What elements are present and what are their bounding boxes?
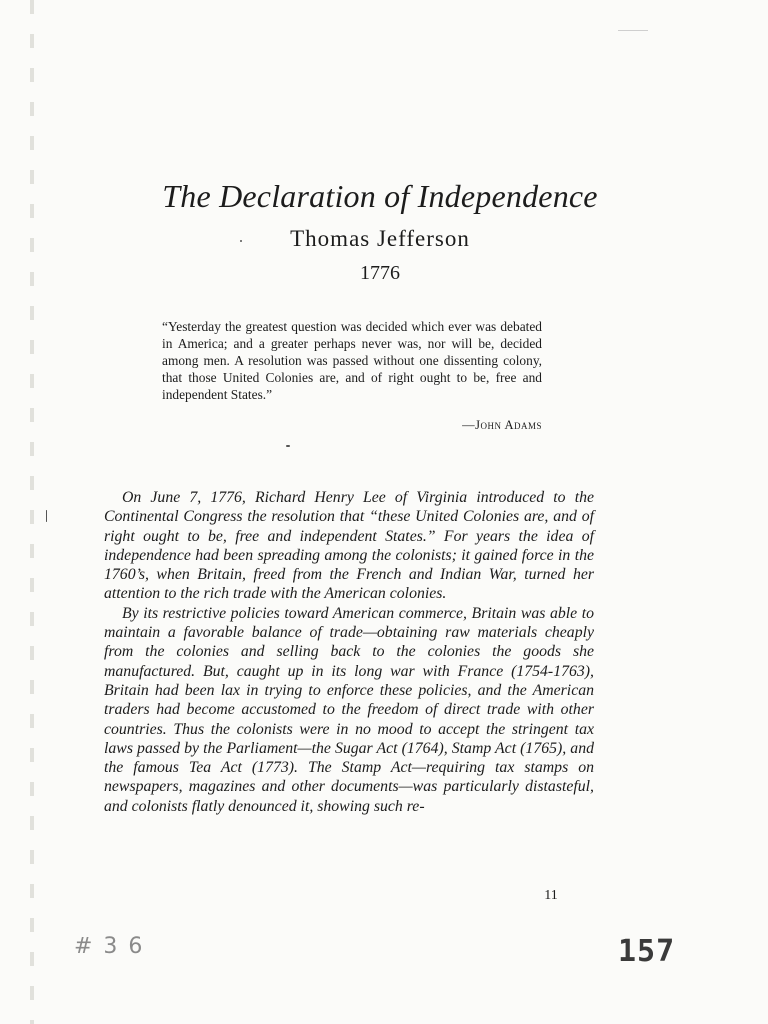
body-text [104, 488, 594, 816]
scan-speck [240, 240, 242, 242]
epigraph-attribution: —John Adams [462, 418, 542, 432]
page-number: 11 [544, 888, 558, 903]
stamped-page-number: 157 [618, 934, 676, 969]
scan-speck [286, 445, 290, 447]
document-author: Thomas Jefferson [290, 226, 470, 251]
binding-edge-marks [30, 0, 34, 1024]
handwritten-mark: # 3 6 [74, 934, 145, 959]
paragraph-1: On June 7, 1776, Richard Henry Lee of Virginia introduced to the Continental Congress the resolution that “these United Colonies are, and of right ought to be, free and independent States.” For years the idea of independence had been spreading among the colonists; it gained force in the 1760’s, when Britain, freed from the French and Indian War, turned her attention to the rich trade with the American colonies. [104, 489, 594, 603]
scan-speck [46, 510, 47, 522]
epigraph-quote: “Yesterday the greatest question was decided which ever was debated in America; and a greater perhaps never was, nor will be, decided among men. A resolution was passed without one dissenting colony, that those United Colonies are, and of right ought to be, free and independent States.” [162, 319, 542, 402]
document-title: The Declaration of Independence [162, 178, 598, 214]
document-year: 1776 [360, 262, 400, 284]
scan-artifact [618, 30, 648, 31]
paragraph-2: By its restrictive policies toward American commerce, Britain was able to maintain a favorable balance of trade—obtaining raw materials cheaply from the colonies and selling back to the colonies the goods she manufactured. But, caught up in its long war with France (1754-1763), Britain had been lax in trying to enforce these policies, and the American traders had become accustomed to the freedom of direct trade with other countries. Thus the colonists were in no mood to accept the stringent tax laws passed by the Parliament—the Sugar Act (1764), Stamp Act (1765), and the famous Tea Act (1773). The Stamp Act—requiring tax stamps on newspapers, magazines and other documents—was particularly distasteful, and colonists flatly denounced it, showing such re- [104, 604, 594, 815]
